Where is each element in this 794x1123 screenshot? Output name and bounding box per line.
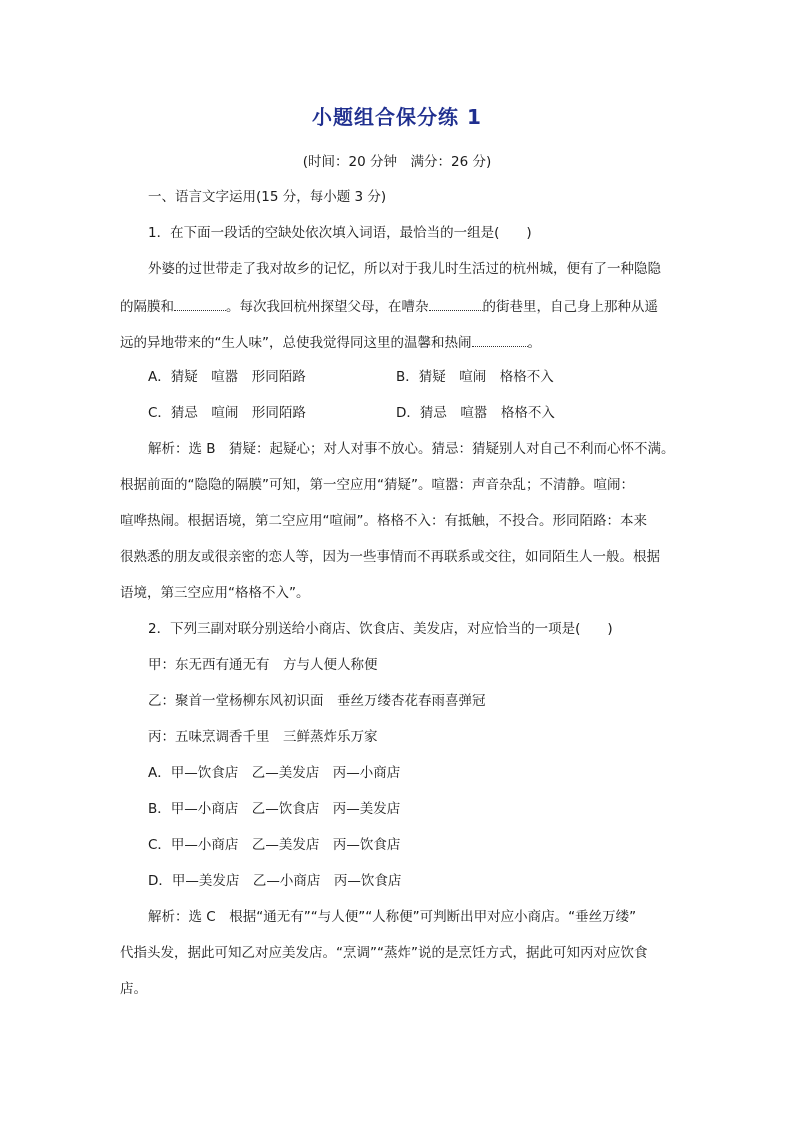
couplet-yi: 乙：聚首一堂杨柳东风初识面 垂丝万缕杏花春雨喜弹冠: [148, 693, 486, 709]
passage-line-2: [120, 296, 658, 316]
q1-analysis-line: 喧哗热闹。根据语境，第二空应用“喧闹”。格格不入：有抵触，不投合。形同陌路：本来: [120, 513, 647, 529]
fill-blank-2: [429, 296, 483, 311]
page-title: 小题组合保分练 1: [312, 105, 482, 129]
q2-analysis-line: 店。: [120, 981, 147, 997]
fill-blank-1: [174, 296, 226, 311]
passage-text: 远的异地带来的“生人味”，总使我觉得同这里的温馨和热闹: [120, 335, 472, 351]
q2-analysis-line: 解析：选 C 根据“通无有”“与人便”“人称便”可判断出甲对应小商店。“垂丝万缕”: [148, 909, 637, 925]
fill-blank-3: [472, 332, 528, 347]
q1-analysis-line: 根据前面的“隐隐的隔膜”可知，第一空应用“猜疑”。喧嚣：声音杂乱；不清静。喧闹：: [120, 477, 634, 493]
passage-line-1: 外婆的过世带走了我对故乡的记忆，所以对于我儿时生活过的杭州城，便有了一种隐隐: [148, 261, 661, 277]
q1-option-b: B．猜疑 喧闹 格格不入: [396, 369, 554, 385]
q1-analysis-line: 很熟悉的朋友或很亲密的恋人等，因为一些事情而不再联系或交往，如同陌生人一般。根据: [120, 549, 660, 565]
passage-line-3: [120, 332, 541, 352]
q1-analysis-line: 解析：选 B 猜疑：起疑心；对人对事不放心。猜忌：猜疑别人对自己不利而心怀不满。: [148, 441, 675, 457]
passage-text: 的隔膜和: [120, 299, 174, 315]
q2-option-a: A．甲—饮食店 乙—美发店 丙—小商店: [148, 765, 401, 781]
time-score-info: (时间：20 分钟 满分：26 分): [302, 154, 492, 170]
q1-analysis-line: 语境，第三空应用“格格不入”。: [120, 585, 310, 601]
couplet-jia: 甲：东无西有通无有 方与人便人称便: [148, 657, 378, 673]
q1-option-d: D．猜忌 喧嚣 格格不入: [396, 405, 555, 421]
q1-option-a: A．猜疑 喧嚣 形同陌路: [148, 369, 306, 385]
q2-option-d: D．甲—美发店 乙—小商店 丙—饮食店: [148, 873, 402, 889]
q2-analysis-line: 代指头发，据此可知乙对应美发店。“烹调”“蒸炸”说的是烹饪方式，据此可知丙对应饮食: [120, 945, 648, 961]
question-2-stem: 2．下列三副对联分别送给小商店、饮食店、美发店，对应恰当的一项是( ): [148, 621, 613, 637]
q1-option-c: C．猜忌 喧闹 形同陌路: [148, 405, 306, 421]
q2-option-b: B．甲—小商店 乙—饮食店 丙—美发店: [148, 801, 401, 817]
passage-text: 的街巷里，自己身上那种从遥: [482, 299, 658, 315]
q2-option-c: C．甲—小商店 乙—美发店 丙—饮食店: [148, 837, 401, 853]
section-heading: 一、语言文字运用(15 分，每小题 3 分): [148, 189, 387, 205]
question-1-stem: 1．在下面一段话的空缺处依次填入词语，最恰当的一组是( ): [148, 225, 532, 241]
passage-text: 。: [527, 335, 541, 351]
passage-text: 。每次我回杭州探望父母，在嘈杂: [226, 299, 429, 315]
couplet-bing: 丙：五味烹调香千里 三鲜蒸炸乐万家: [148, 729, 378, 745]
